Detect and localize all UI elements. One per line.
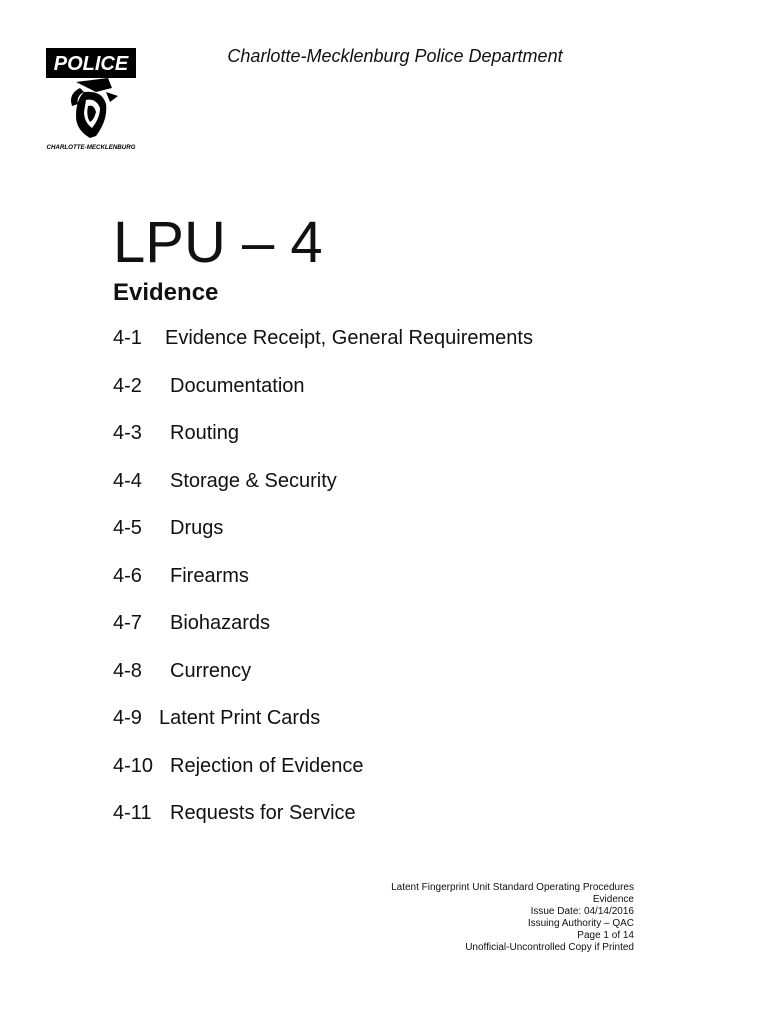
- toc-item: [113, 463, 533, 511]
- toc-item: [113, 368, 533, 416]
- toc-item-number: 4-1: [113, 327, 142, 349]
- toc-item-label: Routing: [170, 422, 239, 444]
- toc-item-label: Documentation: [170, 374, 305, 397]
- toc-item-label: Requests for Service: [170, 802, 356, 824]
- toc-item-label: Biohazards: [170, 612, 271, 634]
- toc-item: [113, 510, 533, 558]
- footer-copy-notice: Unofficial-Uncontrolled Copy if Printed: [465, 942, 634, 953]
- footer-issuing-authority: Issuing Authority – QAC: [527, 918, 634, 929]
- department-header: Charlotte-Mecklenburg Police Department: [227, 46, 563, 66]
- toc-item: [113, 795, 533, 843]
- toc-item: [113, 748, 533, 796]
- toc-item: [113, 653, 533, 701]
- table-of-contents: [113, 320, 533, 843]
- toc-item-label: Storage & Security: [170, 469, 337, 492]
- toc-item-label: Latent Print Cards: [159, 707, 321, 729]
- toc-item-label: Drugs: [170, 517, 224, 539]
- toc-item-number: 4-6: [113, 564, 142, 587]
- logo-badge-text: POLICE: [53, 53, 129, 75]
- toc-item-number: 4-3: [113, 422, 142, 444]
- toc-item-number: 4-9: [113, 707, 142, 729]
- toc-item: [113, 700, 533, 748]
- footer-section: Evidence: [592, 894, 634, 905]
- toc-item-number: 4-7: [113, 612, 142, 634]
- toc-item-label: Firearms: [170, 564, 249, 587]
- toc-item-label: Evidence Receipt, General Requirements: [165, 327, 533, 349]
- toc-item: [113, 558, 533, 606]
- footer-page-number: Page 1 of 14: [577, 930, 634, 941]
- toc-item-number: 4-2: [113, 374, 142, 397]
- toc-item: [113, 415, 533, 463]
- toc-item-number: 4-10: [113, 754, 154, 777]
- document-footer: [391, 882, 634, 954]
- toc-item: [113, 605, 533, 653]
- toc-item-number: 4-4: [113, 469, 142, 492]
- logo-caption: CHARLOTTE-MECKLENBURG: [46, 144, 136, 151]
- footer-issue-date: Issue Date: 04/14/2016: [530, 906, 634, 917]
- document-title: LPU – 4: [113, 210, 323, 275]
- toc-item-label: Rejection of Evidence: [170, 754, 364, 777]
- toc-item-number: 4-5: [113, 517, 142, 539]
- footer-sop-title: Latent Fingerprint Unit Standard Operating Procedures: [391, 882, 634, 893]
- toc-item: [113, 320, 533, 368]
- toc-item-number: 4-11: [113, 802, 152, 824]
- toc-item-number: 4-8: [113, 659, 142, 682]
- document-subtitle: Evidence: [113, 279, 219, 306]
- toc-item-label: Currency: [170, 659, 252, 682]
